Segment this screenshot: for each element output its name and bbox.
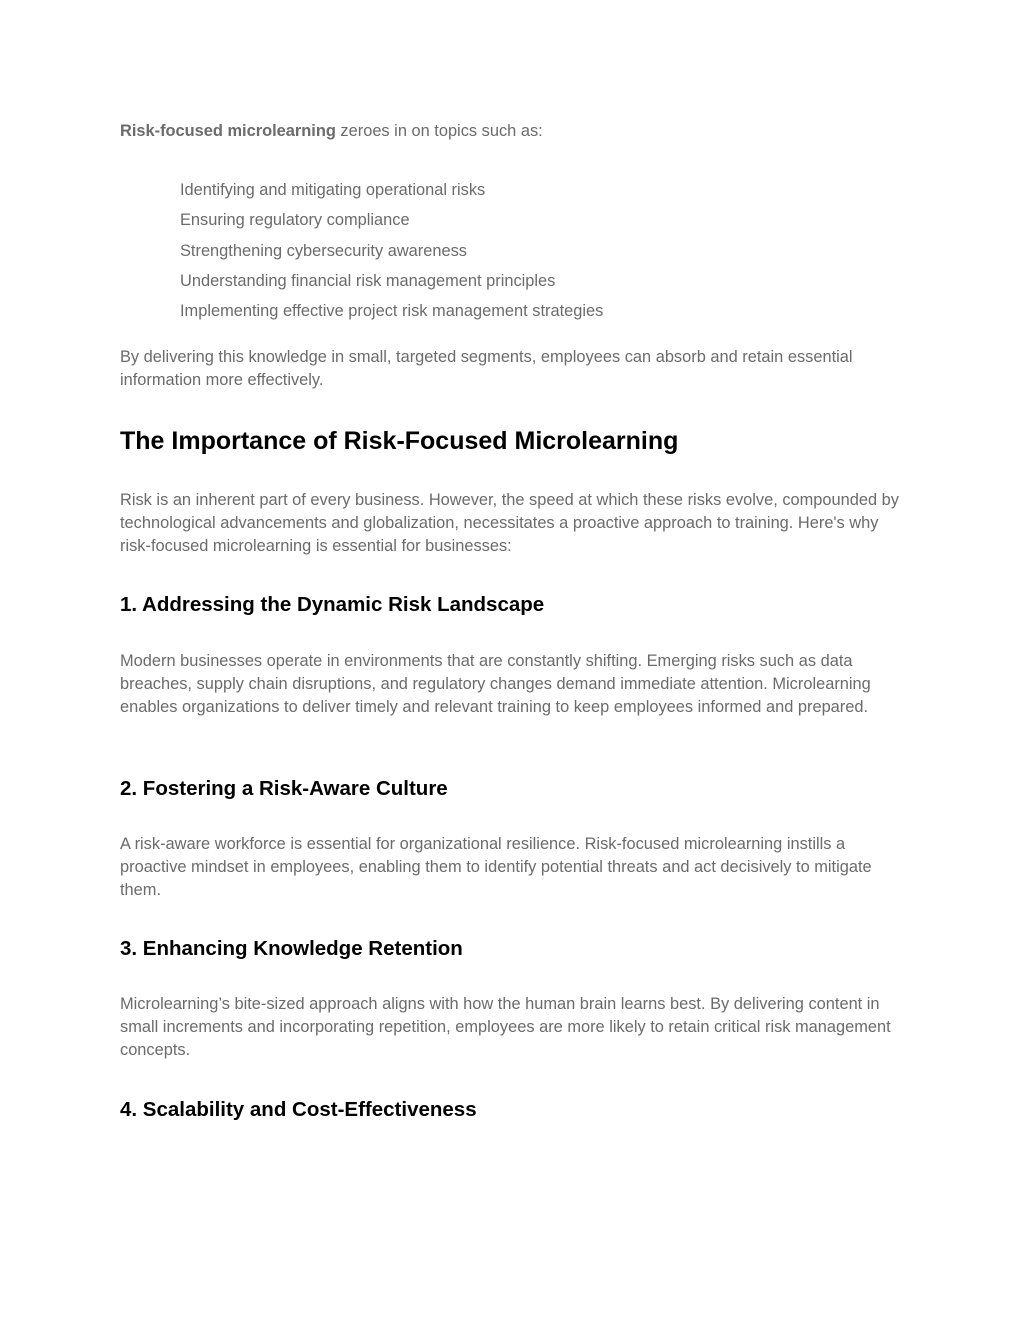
- list-item: Implementing effective project risk management strategies: [180, 302, 604, 321]
- section-body-1: Modern businesses operate in environments that are constantly shifting. Emerging risks such as data breaches, supply chain disruptions, and regulatory changes demand immediate attention. Microlearning enables organizations to deliver timely and relevant training to keep employees informed and prepared.: [120, 652, 871, 717]
- section-heading-3: 3. Enhancing Knowledge Retention: [120, 937, 463, 960]
- topic-list: [180, 175, 603, 326]
- section-heading-2: 2. Fostering a Risk-Aware Culture: [120, 777, 448, 800]
- section-body-2: A risk-aware workforce is essential for organizational resilience. Risk-focused microlearning instills a proactive mindset in employees, enabling them to identify potential threats and act decisively to mitigate them.: [120, 835, 872, 900]
- delivery-paragraph: By delivering this knowledge in small, targeted segments, employees can absorb and retain essential information more effectively.: [120, 348, 853, 390]
- main-heading: The Importance of Risk-Focused Microlearning: [120, 427, 679, 455]
- list-item: Strengthening cybersecurity awareness: [180, 241, 467, 260]
- intro-bold-term: Risk-focused microlearning: [120, 122, 336, 140]
- section-heading-1: 1. Addressing the Dynamic Risk Landscape: [120, 593, 545, 616]
- list-item: Understanding financial risk management principles: [180, 271, 556, 290]
- section-body-3: Microlearning’s bite-sized approach aligns with how the human brain learns best. By delivering content in small increments and incorporating repetition, employees are more likely to retain critical risk management concepts.: [120, 995, 891, 1060]
- list-item: Identifying and mitigating operational risks: [180, 181, 486, 199]
- section-heading-4: 4. Scalability and Cost-Effectiveness: [120, 1098, 477, 1121]
- intro-rest-text: zeroes in on topics such as:: [335, 122, 543, 140]
- list-item: Ensuring regulatory compliance: [180, 211, 410, 230]
- main-paragraph: Risk is an inherent part of every business. However, the speed at which these risks evolve, compounded by technological advancements and globalization, necessitates a proactive approach to training. Here's why risk-focused microlearning is essential for businesses:: [120, 491, 899, 556]
- intro-paragraph: [120, 120, 543, 143]
